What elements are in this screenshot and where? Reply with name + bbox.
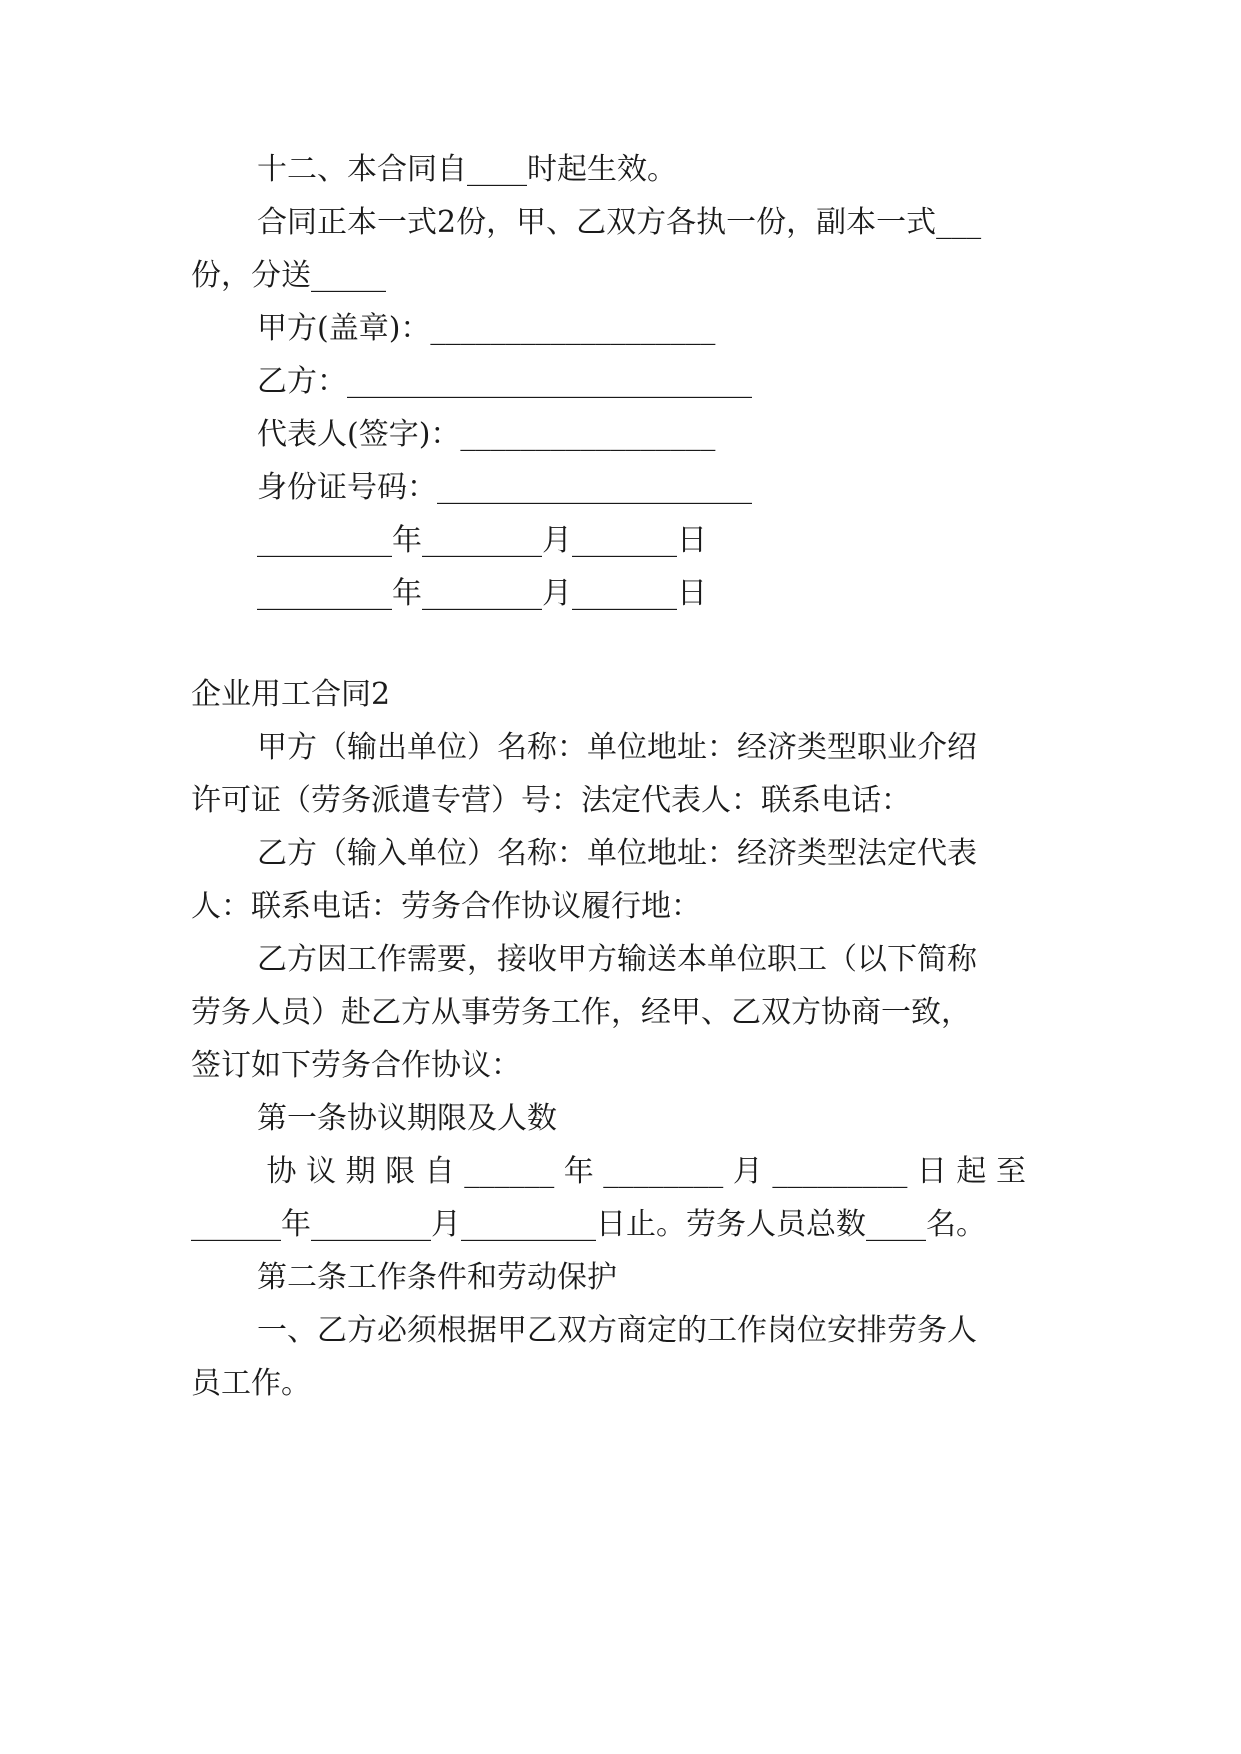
term-period-line: 协 议 期 限 自 ______ 年 ________ 月 _________ 日 起 至 [257,1154,1026,1189]
copies-clause: 合同正本一式2份，甲、乙双方各执一份，副本一式___ [257,205,982,240]
article-two-heading: 第二条工作条件和劳动保护 [257,1260,617,1295]
intro-paragraph: 乙方因工作需要，接收甲方输送本单位职工（以下简称 [257,942,977,977]
article-two-clause-one: 一、乙方必须根据甲乙双方商定的工作岗位安排劳务人 [257,1313,977,1348]
party-b-info-cont: 人：联系电话：劳务合作协议履行地： [191,889,701,924]
party-a-seal-field: 甲方(盖章)：___________________ [257,311,716,346]
article-one-heading: 第一条协议期限及人数 [257,1101,557,1136]
party-b-info: 乙方（输入单位）名称：单位地址：经济类型法定代表 [257,836,977,871]
party-a-info: 甲方（输出单位）名称：单位地址：经济类型职业介绍 [257,730,977,765]
party-a-info-cont: 许可证（劳务派遣专营）号：法定代表人：联系电话： [191,783,911,818]
term-period-line-cont: ______年________月_________日止。劳务人员总数____名。 [191,1207,986,1242]
party-b-field: 乙方：___________________________ [257,364,752,399]
representative-signature-field: 代表人(签字)：_________________ [257,417,716,452]
copies-clause-cont: 份，分送_____ [191,258,386,293]
article-two-clause-one-cont: 员工作。 [191,1366,311,1401]
intro-paragraph-cont-1: 劳务人员）赴乙方从事劳务工作，经甲、乙双方协商一致， [191,995,971,1030]
intro-paragraph-cont-2: 签订如下劳务合作协议： [191,1048,521,1083]
id-number-field: 身份证号码：_____________________ [257,470,752,505]
section-heading: 企业用工合同2 [191,677,391,712]
date-field-2: _________年________月_______日 [257,576,707,611]
clause-twelve: 十二、本合同自____时起生效。 [257,152,677,187]
date-field-1: _________年________月_______日 [257,523,707,558]
